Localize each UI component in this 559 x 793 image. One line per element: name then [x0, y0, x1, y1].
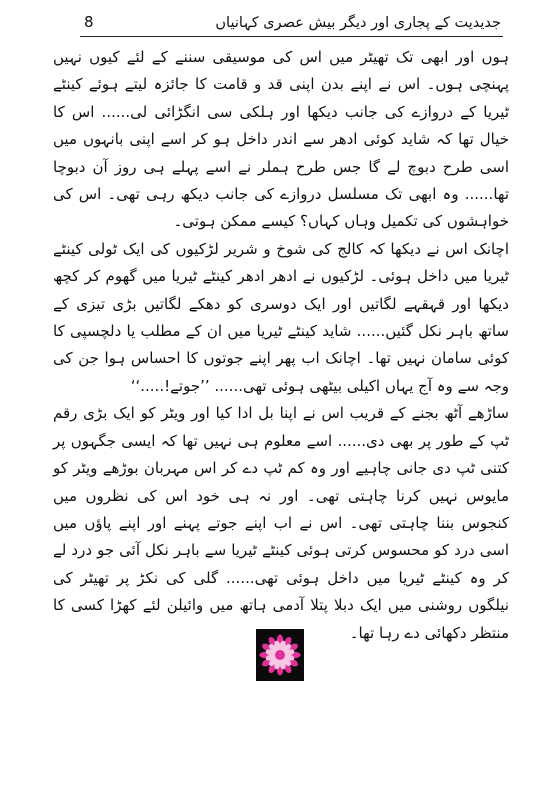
- paragraph-1: ہوں اور ابھی تک تھیٹر میں اس کی موسیقی سننے کے لئے کیوں نہیں پہنچی ہوں۔ اس نے اپنے بدن اپنی قد و قامت کا جائزہ لیتے ہوئے کینٹے ٹیریا کے دروازے کی جانب دیکھا اور ہلکی سی انگڑائی لی...... اس کا خیال تھا کہ شاید کوئی ادھر سے اندر داخل ہو کر اسے اپنی بانہوں میں اسی طرح دبوچ لے گا جس طرح ہملر نے اسے پہلے ہی روز آن دبوچا تھا...... وہ ابھی تک مسلسل دروازے کی جانب دیکھ رہی تھی۔ اس کی خواہشوں کی تکمیل وہاں کہاں؟ کیسے ممکن ہوتی۔: [53, 48, 509, 231]
- flower-center-inner: [275, 650, 285, 660]
- page-number: 8: [84, 13, 94, 31]
- flower-ornament-icon: [256, 629, 304, 681]
- running-header-title: جدیدیت کے پجاری اور دیگر بیش عصری کہانیاں: [215, 15, 501, 31]
- header-divider: [80, 36, 503, 37]
- flower-ornament-graphic: [258, 633, 302, 677]
- story-text: [53, 44, 509, 647]
- paragraph-2: اچانک اس نے دیکھا کہ کالج کی شوخ و شریر لڑکیوں کی ایک ٹولی کینٹے ٹیریا میں داخل ہوئی۔ لڑکیوں نے ادھر ادھر کینٹے ٹیریا میں گھوم کر کچھ دیکھا اور قہقہے لگاتیں اور ایک دوسری کو دھکے لگاتیں بڑی تیزی کے ساتھ باہر نکل گئیں...... شاید کینٹے ٹیریا میں ان کے مطلب یا دلچسپی کا کوئی سامان نہیں تھا۔ اچانک اب پھر اپنے جوتوں کا احساس ہوا جن کی وجہ سے وہ آج یہاں اکیلی بیٹھی ہوئی تھی...... ’’جوتے!.....‘‘: [53, 239, 509, 395]
- paragraph-3: ساڑھے آٹھ بجنے کے قریب اس نے اپنا بل ادا کیا اور ویٹر کو ایک بڑی رقم ٹپ کے طور پر بھی دی...... اسے معلوم ہی نہیں تھا کہ ایسی جگہوں پر کتنی ٹپ دی جانی چاہیے اور وہ کم ٹپ دے کر اس مہربان بوڑھے ویٹر کو مایوس نہیں کرنا چاہتی تھی۔ اور نہ ہی خود اس کی نظروں میں کنجوس بننا چاہتی تھی۔ اس نے اب اپنے جوتے پہنے اور اپنے پاؤں میں اسی درد کو محسوس کرتی ہوئی کینٹے ٹیریا سے باہر نکل آئی جو درد لے کر وہ کینٹے ٹیریا میں داخل ہوئی تھی...... گلی کی نکڑ پر تھیٹر کی نیلگوں روشنی میں ایک دبلا پتلا آدمی ہاتھ میں وائیلن لئے کھڑا کسی کا منتظر دکھائی دے رہا تھا۔: [53, 404, 509, 642]
